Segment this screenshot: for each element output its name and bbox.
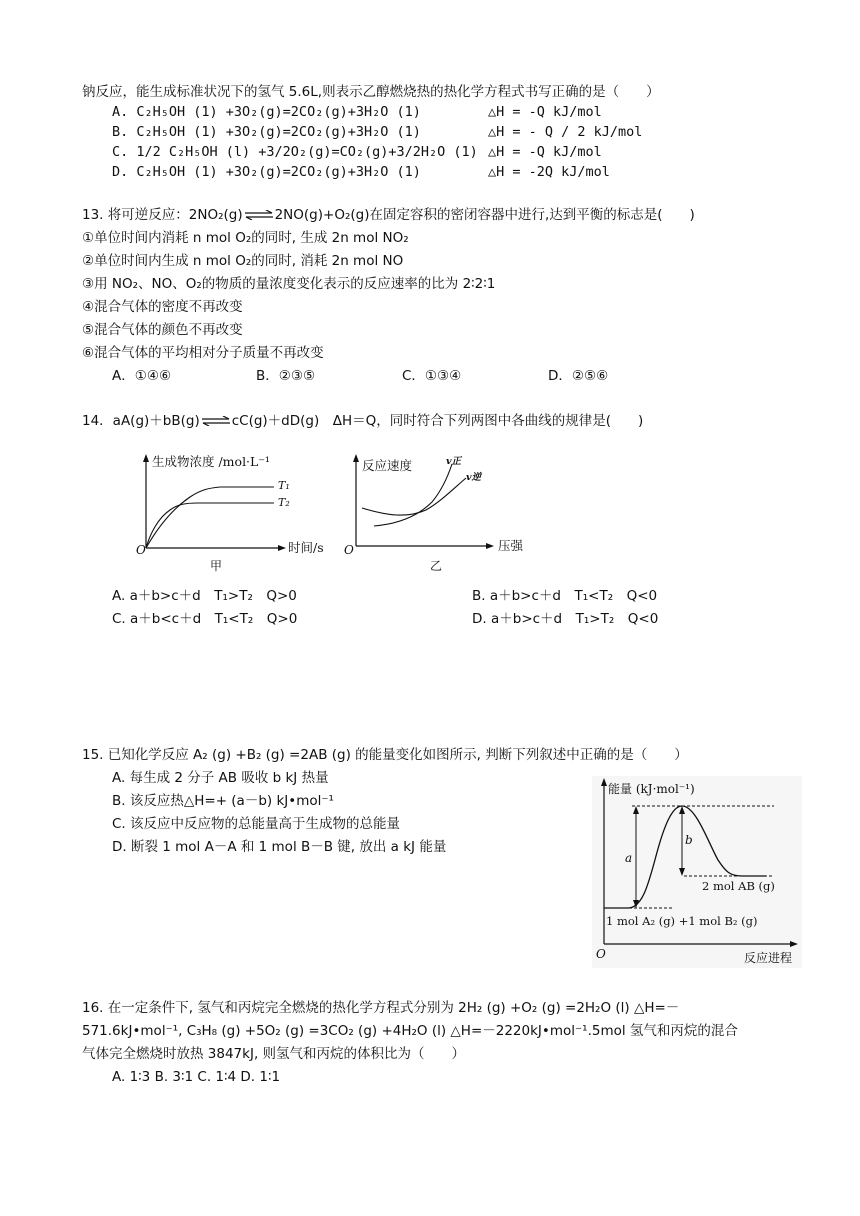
energy-product-label: 2 mol AB (g) bbox=[702, 879, 775, 893]
energy-reactant-label: 1 mol A₂ (g) +1 mol B₂ (g) bbox=[606, 914, 758, 928]
q12-option-d: D. C₂H₅OH (1) +3O₂(g)=2CO₂(g)+3H₂O (1) bbox=[112, 164, 421, 180]
graph-b-caption: 乙 bbox=[430, 559, 443, 572]
q13-stem-post: 2NO(g)+O₂(g)在固定容积的密闭容器中进行,达到平衡的标志是( ) bbox=[274, 207, 695, 223]
q13-option-d: D．②⑤⑥ bbox=[548, 368, 609, 384]
graph-b-y-arrow-icon bbox=[353, 454, 359, 462]
graph-a-x-arrow-icon bbox=[278, 545, 286, 551]
q13-option-a: A．①④⑥ bbox=[112, 368, 172, 384]
q14-option-d: D. a＋b>c＋d T₁>T₂ Q<0 bbox=[472, 611, 659, 627]
q12-option-a: A. C₂H₅OH (1) +3O₂(g)=2CO₂(g)+3H₂O (1) bbox=[112, 104, 421, 120]
q12-stem: 钠反应，能生成标准状况下的氢气 5.6L,则表示乙醇燃烧热的热化学方程式书写正确的是（ ） bbox=[82, 84, 660, 100]
q14-option-b: B. a＋b>c＋d T₁<T₂ Q<0 bbox=[472, 588, 658, 604]
q12-option-b-dh: △H = - Q / 2 kJ/mol bbox=[488, 124, 643, 140]
q13-stem bbox=[82, 205, 695, 225]
graph-b-x-arrow-icon bbox=[486, 543, 494, 549]
q13-item-2: ②单位时间内生成 n mol O₂的同时, 消耗 2n mol NO bbox=[82, 253, 404, 269]
q13-item-5: ⑤混合气体的颜色不再改变 bbox=[82, 322, 243, 338]
q15-option-a: A. 每生成 2 分子 AB 吸收 b kJ 热量 bbox=[112, 770, 329, 786]
graph-a-origin: O bbox=[136, 543, 146, 557]
graph-a-caption: 甲 bbox=[210, 559, 223, 572]
graph-a-curve-t2 bbox=[146, 503, 274, 548]
q16-line-1: 16. 在一定条件下, 氢气和丙烷完全燃烧的热化学方程式分别为 2H₂ (g) +O₂ (g) =2H₂O (l) △H=－ bbox=[82, 1000, 680, 1016]
q12-option-d-dh: △H = -2Q kJ/mol bbox=[488, 164, 610, 180]
graph-a-curve-t1 bbox=[146, 487, 274, 548]
q12-option-a-dh: △H = -Q kJ/mol bbox=[488, 104, 602, 120]
graph-b-v-forward-label: v正 bbox=[446, 456, 462, 467]
q13-stem-pre: 13. 将可逆反应：2NO₂(g) bbox=[82, 207, 243, 223]
graph-b-v-reverse-label: v逆 bbox=[466, 472, 482, 483]
q14-stem bbox=[82, 411, 643, 431]
q15-stem: 15. 已知化学反应 A₂ (g) +B₂ (g) =2AB (g) 的能量变化如图所示, 判断下列叙述中正确的是（ ） bbox=[82, 747, 688, 763]
q16-line-2: 571.6kJ•mol⁻¹, C₃H₈ (g) +5O₂ (g) =3CO₂ (g) +4H₂O (l) △H=－2220kJ•mol⁻¹.5mol 氢气和丙烷的混合 bbox=[82, 1023, 738, 1039]
q14-stem-pre: 14．aA(g)＋bB(g) bbox=[82, 413, 200, 429]
q15-energy-diagram bbox=[592, 776, 802, 968]
graph-a-t2-label: T₂ bbox=[278, 496, 290, 509]
q16-options: A. 1∶3 B. 3∶1 C. 1∶4 D. 1∶1 bbox=[112, 1069, 281, 1085]
energy-xlabel: 反应进程 bbox=[744, 951, 793, 965]
graph-b-origin: O bbox=[344, 543, 354, 557]
q13-option-c: C．①③④ bbox=[402, 368, 462, 384]
energy-ylabel: 能量 (kJ·mol⁻¹) bbox=[608, 782, 695, 796]
q14-option-c: C. a＋b<c＋d T₁<T₂ Q>0 bbox=[112, 611, 298, 627]
reversible-arrow-icon bbox=[244, 210, 274, 220]
q12-option-c: C. 1/2 C₂H₅OH (l) +3/2O₂(g)=CO₂(g)+3/2H₂O (1) bbox=[112, 144, 478, 160]
q14-option-a: A. a＋b>c＋d T₁>T₂ Q>0 bbox=[112, 588, 297, 604]
graph-a-xlabel: 时间/s bbox=[288, 540, 324, 555]
q12-option-c-dh: △H = -Q kJ/mol bbox=[488, 144, 602, 160]
q13-item-3: ③用 NO₂、NO、O₂的物质的量浓度变化表示的反应速率的比为 2∶2∶1 bbox=[82, 276, 496, 292]
q13-item-4: ④混合气体的密度不再改变 bbox=[82, 299, 243, 315]
energy-b-label: b bbox=[685, 833, 693, 847]
q14-graph-a bbox=[128, 452, 328, 572]
q16-line-3: 气体完全燃烧时放热 3847kJ, 则氢气和丙烷的体积比为（ ） bbox=[82, 1046, 466, 1062]
graph-b-curve-forward bbox=[374, 464, 452, 526]
graph-a-t1-label: T₁ bbox=[278, 479, 290, 492]
q15-option-b: B. 该反应热△H=+ (a－b) kJ•mol⁻¹ bbox=[112, 793, 334, 809]
graph-a-y-arrow-icon bbox=[143, 454, 149, 462]
q12-option-b: B. C₂H₅OH (1) +3O₂(g)=2CO₂(g)+3H₂O (1) bbox=[112, 124, 421, 140]
reversible-arrow-icon bbox=[201, 416, 231, 426]
graph-b-xlabel: 压强 bbox=[498, 538, 524, 553]
energy-origin: O bbox=[596, 947, 606, 961]
q14-graph-b bbox=[338, 452, 538, 572]
graph-b-ylabel: 反应速度 bbox=[362, 458, 413, 473]
q14-stem-post: cC(g)＋dD(g) ΔH＝Q，同时符合下列两图中各曲线的规律是( ) bbox=[231, 413, 644, 429]
graph-b-curve-reverse bbox=[362, 478, 466, 515]
q13-option-b: B．②③⑤ bbox=[256, 368, 316, 384]
q13-item-1: ①单位时间内消耗 n mol O₂的同时, 生成 2n mol NO₂ bbox=[82, 230, 409, 246]
graph-a-ylabel: 生成物浓度 /mol·L⁻¹ bbox=[152, 454, 270, 469]
q13-item-6: ⑥混合气体的平均相对分子质量不再改变 bbox=[82, 345, 324, 361]
energy-a-label: a bbox=[625, 851, 633, 865]
q15-option-d: D. 断裂 1 mol A－A 和 1 mol B－B 键, 放出 a kJ 能量 bbox=[112, 839, 447, 855]
q15-option-c: C. 该反应中反应物的总能量高于生成物的总能量 bbox=[112, 816, 401, 832]
